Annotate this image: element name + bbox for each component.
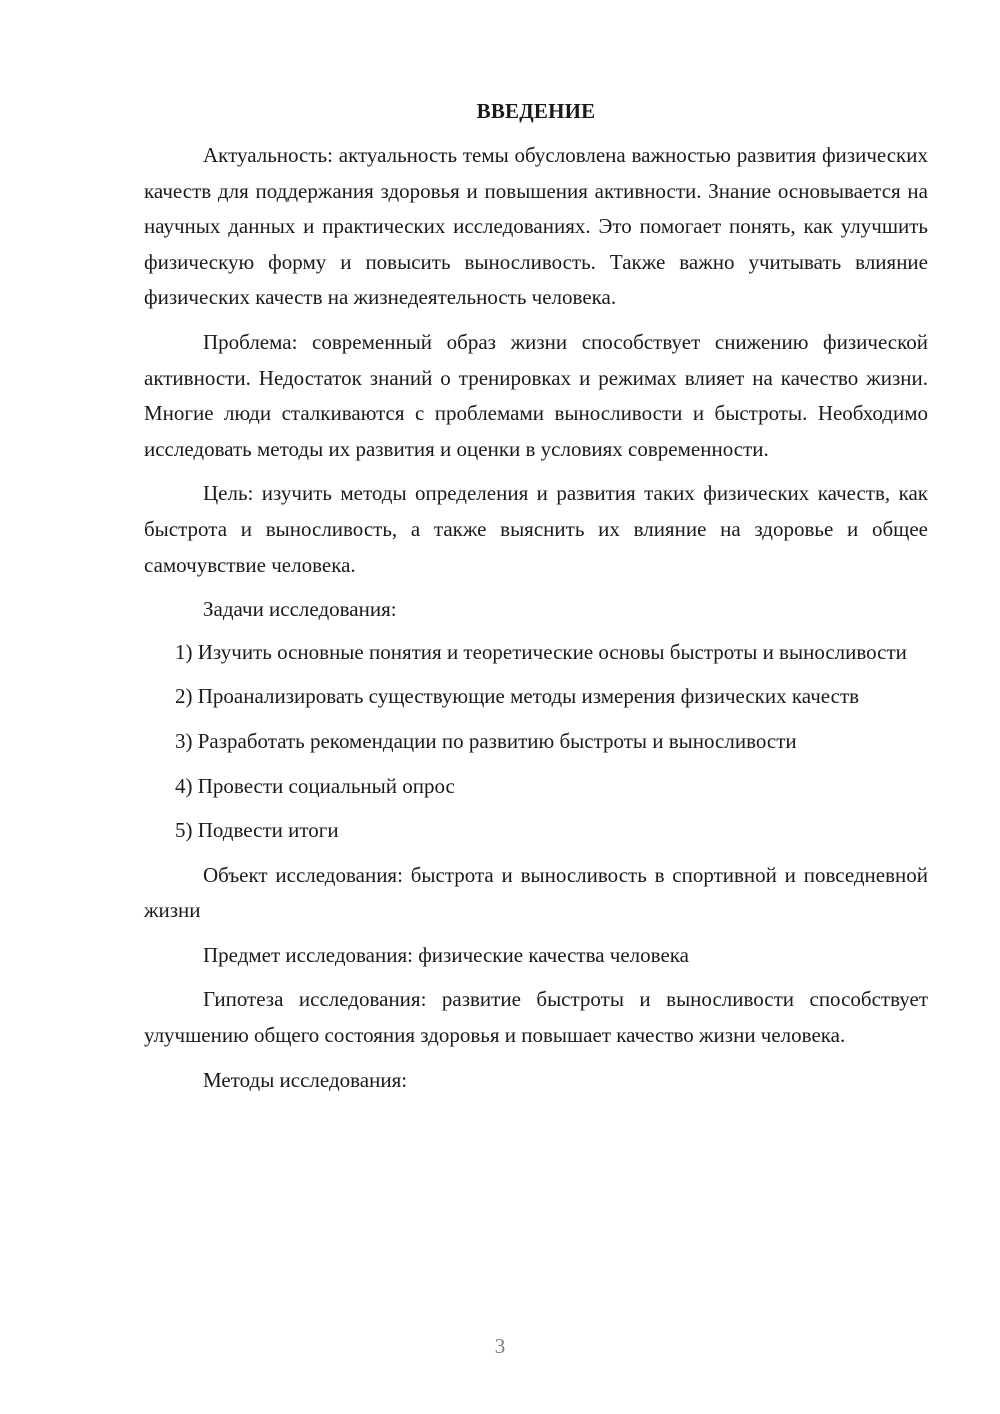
- page-content: [144, 96, 928, 1107]
- object-paragraph: Объект исследования: быстрота и выносливость в спортивной и повседневной жизни: [144, 862, 928, 923]
- task-item: 4) Провести социальный опрос: [175, 773, 455, 798]
- methods-title: Методы исследования:: [203, 1067, 408, 1092]
- section-heading: ВВЕДЕНИЕ: [476, 99, 596, 123]
- subject-paragraph: Предмет исследования: физические качества человека: [203, 942, 689, 967]
- relevance-paragraph: Актуальность: актуальность темы обусловлена важностью развития физических качеств для поддержания здоровья и повышения активности. Знание основывается на научных данных и практических исследованиях. Это помогает понять, как улучшить физическую форму и повысить выносливость. Также важно учитывать влияние физических качеств на жизнедеятельность человека.: [144, 143, 928, 310]
- goal-paragraph: Цель: изучить методы определения и развития таких физических качеств, как быстрота и выносливость, а также выяснить их влияние на здоровье и общее самочувствие человека.: [144, 481, 928, 577]
- tasks-title: Задачи исследования:: [203, 597, 397, 622]
- tasks-list: [144, 635, 928, 849]
- problem-paragraph: Проблема: современный образ жизни способствует снижению физической активности. Недостаток знаний о тренировках и режимах влияет на качество жизни. Многие люди сталкиваются с проблемами выносливости и быстроты. Необходимо исследовать методы их развития и оценки в условиях современности.: [144, 329, 928, 461]
- task-item: 5) Подвести итоги: [175, 818, 339, 843]
- task-item: 1) Изучить основные понятия и теоретические основы быстроты и выносливости: [175, 639, 907, 664]
- page-number: 3: [494, 1334, 506, 1358]
- task-item: 3) Разработать рекомендации по развитию быстроты и выносливости: [175, 728, 797, 753]
- task-item: 2) Проанализировать существующие методы измерения физических качеств: [175, 684, 860, 709]
- hypothesis-paragraph: Гипотеза исследования: развитие быстроты и выносливости способствует улучшению общего состояния здоровья и повышает качество жизни человека.: [144, 987, 928, 1048]
